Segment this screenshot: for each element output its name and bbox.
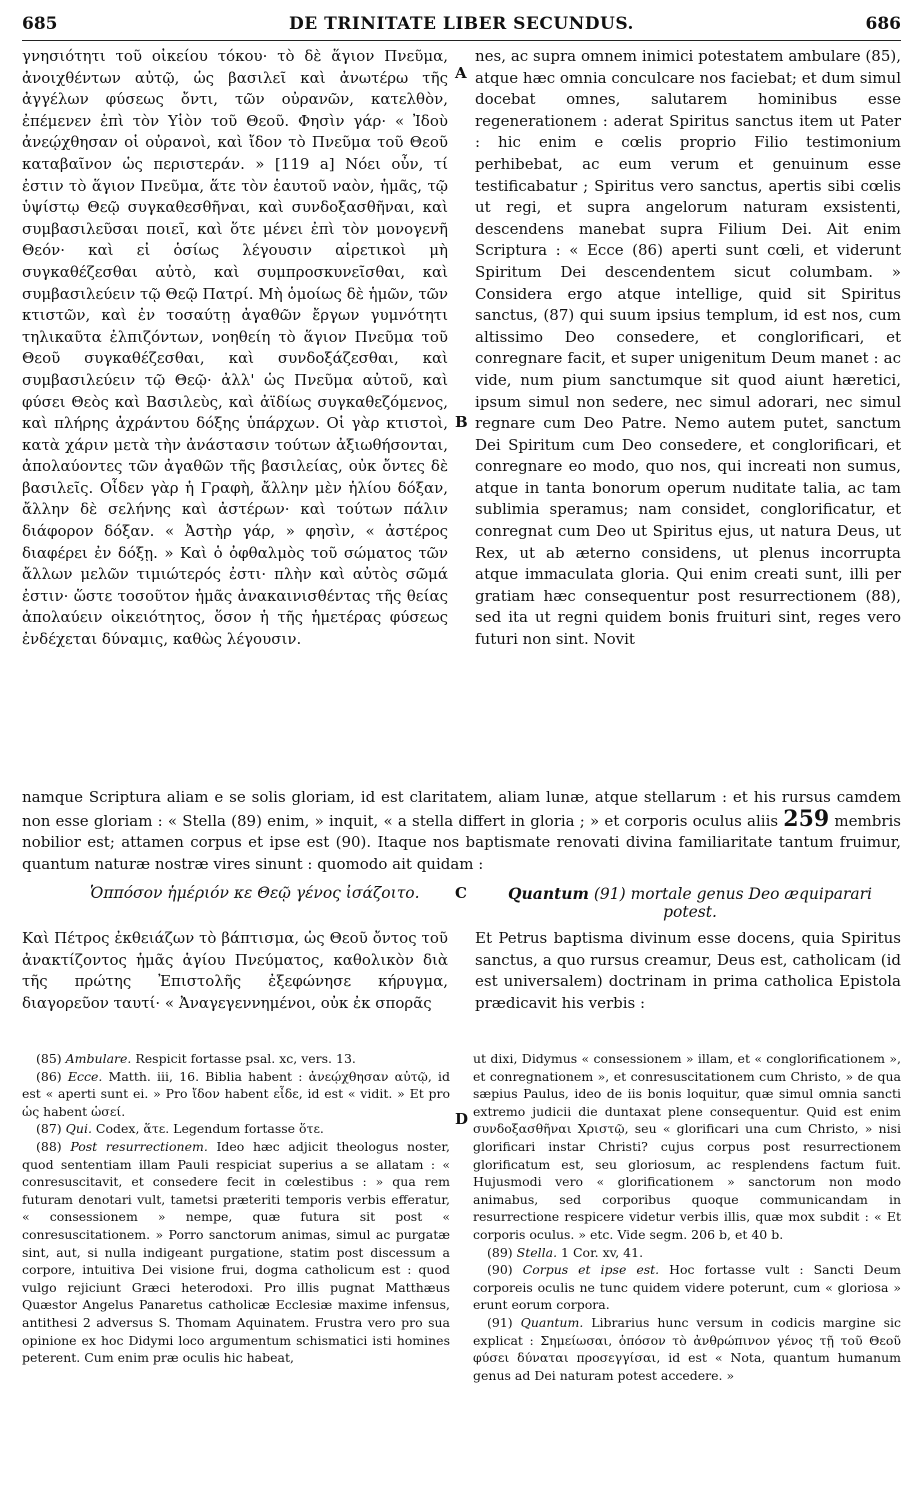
latin-column-bottom bbox=[475, 928, 901, 1014]
full-width-paragraph bbox=[22, 787, 901, 875]
running-header bbox=[22, 8, 901, 38]
footnote-88-continued: ut dixi, Didymus « consessionem » illam, et « conglorificationem », et conregnationem », et conresuscitationem cum Christo, » de qua sæpius Paulus, ideo de iis bonis loquitur, quæ simul omnia sancti extremo judicii die duntaxat plene consequentur. Quid est enim συνδοξασθῆναι Χριστῷ, seu « glorificari una cum Christo, » nisi glorificari instar Christi? cujus corpus post resurrectionem glorificatum est, seu gloriosum, ac resplendens factum fuit. Hujusmodi vero « glorificationem » sanctorum non modo animabus, sed corporibus quoque communicandam in resurrectione respicere videtur verbis illis, quæ mox subdit : « Et corporis oculus. » etc. Vide segm. 206 b, et 40 b. bbox=[473, 1051, 901, 1242]
footnote-87: (87) Qui. Codex, ἅτε. Legendum fortasse ὅτε. bbox=[36, 1121, 324, 1137]
latin-column-top bbox=[475, 46, 901, 651]
latin-paragraph-bottom: Et Petrus baptisma divinum esse docens, quia Spiritus sanctus, a quo rursus creamur, Deus est, catholicam (id est universalem) doctrinam in prima catholica Epistola prædicavit his verbis : bbox=[475, 929, 901, 1012]
full-width-text-after: membris nobilior est; attamen corpus et ipse est (90). Itaque nos baptismate renovati divina familiaritate tantum fruimur, quantum naturæ nostræ vires sinunt : quomodo ait quidam : bbox=[22, 811, 901, 873]
full-width-text-before: namque Scriptura aliam e se solis gloriam, id est claritatem, aliam lunæ, atque stellarum : et his rursus camdem non esse gloriam : « Stella (89) enim, » inquit, « a stella differt in gloria ; » et corporis oculus aliis bbox=[22, 788, 901, 830]
footnotes-left bbox=[22, 1050, 450, 1367]
footnote-89: (89) Stella. 1 Cor. xv, 41. bbox=[487, 1244, 644, 1260]
footnote-91: (91) Quantum. Librarius hunc versum in codicis margine sic explicat : Σημείωσαι, ὁπόσον τὸ ἀνθρώπινον γένος τῇ τοῦ Θεοῦ φύσει δύναται προσεγγίσαι, id est « Nota, quantum humanum genus ad Dei naturam potest accedere. » bbox=[473, 1314, 901, 1383]
latin-verse bbox=[480, 884, 900, 921]
margin-mark-a: A bbox=[455, 64, 467, 82]
margin-mark-c: C bbox=[455, 884, 467, 902]
greek-column-bottom bbox=[22, 928, 448, 1014]
footnote-90: (90) Corpus et ipse est. Hoc fortasse vult : Sancti Deum corporeis oculis ne tunc quidem videre poterunt, cum « gloriosa » erunt eorum corpora. bbox=[473, 1262, 901, 1313]
footnotes-right bbox=[473, 1050, 901, 1384]
running-title: DE TRINITATE LIBER SECUNDUS. bbox=[289, 14, 634, 34]
footnote-86: (86) Ecce. Matth. iii, 16. Biblia habent : ἀνεῴχθησαν αὐτῷ, id est « aperti sunt ei. » Pro ἴδον habent εἶδε, id est « vidit. » Et pro ὡς habent ὡσεί. bbox=[22, 1068, 450, 1119]
latin-paragraph-top: nes, ac supra omnem inimici potestatem ambulare (85), atque hæc omnia conculcare nos faciebat; et dum simul docebat omnes, salutarem hominibus esse regenerationem : aderat Spiritus sanctus item ut Pater : hic enim e cœlis proprio Filio testimonium perhibebat, ac eum verum et genuinum esse testificabatur ; Spiritus vero sanctus, apertis sibi cœlis ut regi, et supra angelorum naturam exsistenti, descendens manebat supra Filium Dei. Ait enim Scriptura : « Ecce (86) aperti sunt cœli, et viderunt Spiritum Dei descendentem sicut columbam. » Considera ergo atque intellige, quid sit Spiritus sanctus, (87) qui suum ipsius templum, id est nos, cum altissimo Deo consedere, et conglorificari, et conregnare facit, et super unigenitum Deum manet : ac vide, num pium sanctumque sit quod aiunt hæretici, ipsum simul non sedere, nec simul adorari, nec simul regnare cum Deo Patre. Nemo autem putet, sanctum Dei Spiritum cum Deo consedere, et conglorificari, et conregnare eo modo, quo nos, qui increati non sumus, atque in tanta bonorum operum nuditate talia, ac tam sublimia speramus; nam considet, conglorificatur, et conregnat cum Deo ut Spiritus ejus, ut natura Deus, ut Rex, ut ab æterno considens, ut plenus incorrupta atque immaculata gloria. Qui enim creati sunt, illi per gratiam hæc consequentur post resurrectionem (88), sed ita ut regni quidem bonis fruituri sint, reges vero futuri non sint. Novit bbox=[475, 47, 901, 649]
greek-verse: Ὁππόσον ἡμέριόν κε Θεῷ γένος ἰσάζοιτο. bbox=[90, 884, 420, 902]
greek-paragraph-top: γνησιότητι τοῦ οἰκείου τόκου· τὸ δὲ ἅγιον Πνεῦμα, ἀνοιχθέντων αὐτῷ, ὡς βασιλεῖ καὶ ἀνωτέρω τῆς ἀγγέλων φύσεως ὄντι, τῶν οὐρανῶν, κατελθὸν, ἐπέμενεν ἐπὶ τὸν Υἱὸν τοῦ Θεοῦ. Φησὶν γάρ· « Ἰδοὺ ἀνεῴχθησαν οἱ οὐρανοὶ, καὶ ἴδον τὸ Πνεῦμα τοῦ Θεοῦ καταβαῖνον ὡς περιστεράν. » [119 a] Νόει οὖν, τί ἐστιν τὸ ἅγιον Πνεῦμα, ἅτε τὸν ἑαυτοῦ ναὸν, ἡμᾶς, τῷ ὑψίστῳ Θεῷ συγκαθεσθῆναι, καὶ συνδοξασθῆναι, καὶ συμβασιλεῦσαι ποιεῖ, καὶ ὅτε μένει ἐπὶ τὸν μονογενῆ Θεόν· καὶ εἰ ὁσίως λέγουσιν αἱρετικοὶ μὴ συγκαθέζεσθαι αὐτὸ, καὶ συμπροσκυνεῖσθαι, καὶ συμβασιλεύειν τῷ Θεῷ Πατρί. Μὴ ὁμοίως δὲ ἡμῶν, τῶν κτιστῶν, καὶ ἐν τοσαύτῃ ἀγαθῶν ἔργων γυμνότητι τηλικαῦτα ἐλπιζόντων, νοηθείη τὸ ἅγιον Πνεῦμα τοῦ Θεοῦ συγκαθέζεσθαι, καὶ συνδοξάζεσθαι, καὶ συμβασιλεύειν τῷ Θεῷ· ἀλλ' ὡς Πνεῦμα αὐτοῦ, καὶ φύσει Θεὸς καὶ Βασιλεὺς, καὶ ἀϊδίως συγκαθεζόμενος, καὶ πλήρης ἀχράντου δόξης ὑπάρχων. Οἱ γὰρ κτιστοὶ, κατὰ χάριν μετὰ τὴν ἀνάστασιν τούτων ἀξιωθήσονται, ἀπολαύοντες τῶν ἀγαθῶν τῆς βασιλείας, οὐκ ὄντες δὲ βασιλεῖς. Οἶδεν γὰρ ἡ Γραφὴ, ἄλλην μὲν ἡλίου δόξαν, ἄλλην δὲ σελήνης καὶ ἀστέρων· καὶ τούτων πάλιν διάφορον δόξαν. « Ἀστὴρ γάρ, » φησὶν, « ἀστέρος διαφέρει ἐν δόξῃ. » Καὶ ὁ ὀφθαλμὸς τοῦ σώματος τῶν ἄλλων μελῶν τιμιώτερός ἐστι· πλὴν καὶ αὐτὸς σῶμά ἐστιν· ὥστε τοσοῦτον ἡμᾶς ἀνακαινισθέντας τῆς θείας ἀπολαύειν οἰκειότητος, ὅσον ἡ τῆς ἡμετέρας φύσεως ἐνδέχεται δύναμις, καθὼς λέγουσιν. bbox=[22, 47, 448, 649]
greek-paragraph-bottom: Καὶ Πέτρος ἐκθειάζων τὸ βάπτισμα, ὡς Θεοῦ ὄντος τοῦ ἀνακτίζοντος ἡμᾶς ἁγίου Πνεύματος, καθολικὸν διὰ τῆς πρώτης Ἐπιστολῆς ἐξεφώνησε κήρυγμα, διαγορεῦον ταυτί· « Ἀναγεγεννημένοι, οὐκ ἐκ σπορᾶς bbox=[22, 929, 448, 1012]
column-number-259: 259 bbox=[783, 805, 830, 832]
footnote-88: (88) Post resurrectionem. Ideo hæc adjicit theologus noster, quod sententiam illam Pauli respiciat superius a se allatam : « conresuscitavit, et consedere fecit in cœlestibus : » qua rem futuram denotari vult, tametsi præteriti temporis verbis efferatur, « consessionem » nempe, quæ futura sit post « conresuscitationem. » Porro sanctorum animas, simul ac purgatæ sint, aut, si nulla indigeant purgatione, statim post discessum a corpore, intuitiva Dei visione frui, dogma catholicum est : quod vulgo rejiciunt Græci heterodoxi. Pro illis pugnat Matthæus Quæstor Angelus Panaretus catholicæ Ecclesiæ maxime infensus, antithesi 2 adversus S. Thomam Aquinatem. Frustra vero pro sua opinione ex hoc Didymi loco argumentum schismatici isti homines peterent. Cum enim præ oculis hic habeat, bbox=[22, 1138, 450, 1366]
latin-verse-word: Quantum bbox=[508, 884, 589, 903]
left-page-number: 685 bbox=[22, 14, 58, 34]
margin-mark-d: D bbox=[455, 1110, 469, 1128]
greek-column-top bbox=[22, 46, 448, 651]
header-rule bbox=[22, 40, 901, 41]
right-page-number: 686 bbox=[865, 14, 901, 34]
margin-mark-b: B bbox=[455, 413, 468, 431]
footnote-85: (85) Ambulare. Respicit fortasse psal. xc, vers. 13. bbox=[36, 1051, 356, 1066]
latin-verse-rest: (91) mortale genus Deo æquiparari bbox=[593, 885, 872, 903]
latin-verse-line2: potest. bbox=[663, 903, 717, 921]
